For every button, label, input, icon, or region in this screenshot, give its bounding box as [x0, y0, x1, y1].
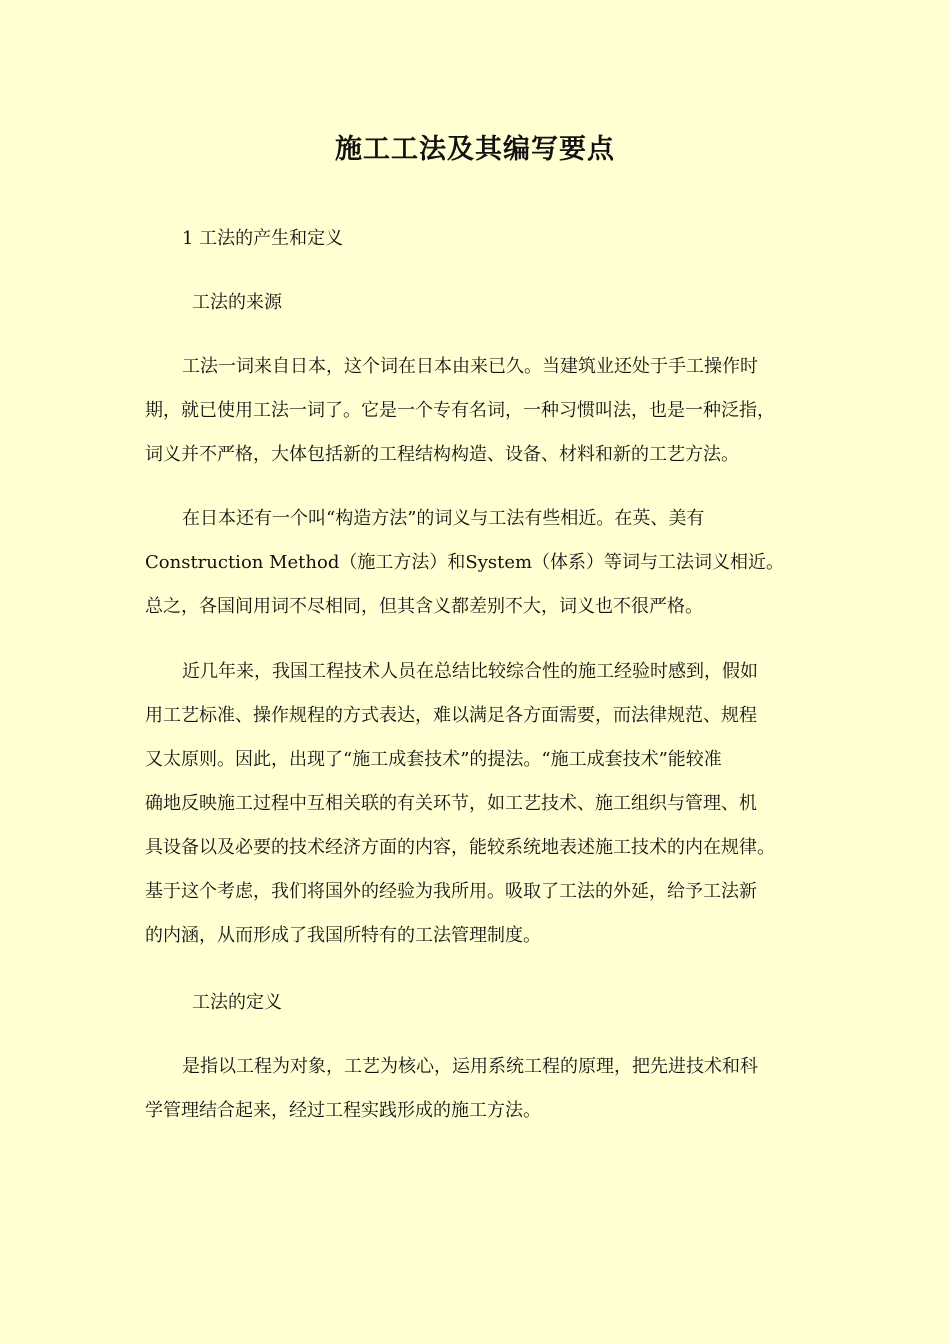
paragraph-line: 是指以工程为对象，工艺为核心，运用系统工程的原理，把先进技术和科 [182, 1056, 758, 1077]
paragraph-line: 又太原则。因此，出现了“施工成套技术”的提法。“施工成套技术”能较准 [145, 749, 722, 770]
paragraph-line: 工法一词来自日本，这个词在日本由来已久。当建筑业还处于手工操作时 [182, 356, 758, 377]
paragraph-line: 确地反映施工过程中互相关联的有关环节，如工艺技术、施工组织与管理、机 [145, 793, 757, 814]
paragraph-line: 在日本还有一个叫“构造方法”的词义与工法有些相近。在英、美有 [182, 508, 705, 529]
paragraph-line: 具设备以及必要的技术经济方面的内容，能较系统地表述施工技术的内在规律。 [145, 837, 775, 858]
section-heading: 1 工法的产生和定义 [182, 228, 344, 249]
paragraph-line: 学管理结合起来，经过工程实践形成的施工方法。 [145, 1100, 541, 1121]
subsection-heading-source: 工法的来源 [192, 292, 282, 313]
paragraph-line: 基于这个考虑，我们将国外的经验为我所用。吸取了工法的外延，给予工法新 [145, 881, 757, 902]
paragraph-line: Construction Method（施工方法）和System（体系）等词与工法词义相近。 [145, 552, 785, 573]
subsection-heading-definition: 工法的定义 [192, 992, 282, 1013]
paragraph-line: 的内涵，从而形成了我国所特有的工法管理制度。 [145, 925, 541, 946]
paragraph-line: 近几年来，我国工程技术人员在总结比较综合性的施工经验时感到，假如 [182, 661, 758, 682]
paragraph-domestic-development [145, 650, 813, 958]
paragraph-line: 总之，各国间用词不尽相同，但其含义都差别不大，词义也不很严格。 [145, 596, 703, 617]
paragraph-definition [145, 1045, 813, 1133]
paragraph-line: 用工艺标准、操作规程的方式表达，难以满足各方面需要，而法律规范、规程 [145, 705, 757, 726]
paragraph-origin [145, 345, 813, 477]
document-title: 施工工法及其编写要点 [335, 134, 615, 165]
paragraph-line: 期，就已使用工法一词了。它是一个专有名词，一种习惯叫法，也是一种泛指， [145, 400, 775, 421]
paragraph-similar-terms [145, 497, 813, 629]
paragraph-line: 词义并不严格，大体包括新的工程结构构造、设备、材料和新的工艺方法。 [145, 444, 739, 465]
